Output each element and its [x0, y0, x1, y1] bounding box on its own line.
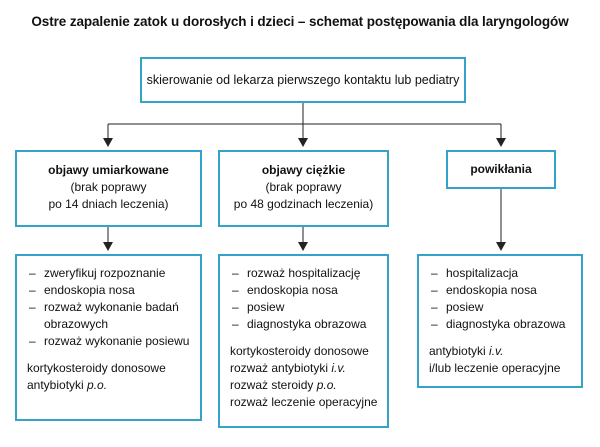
moderate-actions-box: [15, 254, 202, 421]
list-item: – diagnostyka obrazowa: [230, 316, 377, 333]
diagram-title: Ostre zapalenie zatok u dorosłych i dzieci – schemat postępowania dla laryngologów: [31, 14, 569, 29]
list-item: – endoskopia nosa: [429, 282, 571, 299]
complications-box: [446, 150, 556, 189]
list-item: – endoskopia nosa: [230, 282, 377, 299]
treatment-line: i/lub leczenie operacyjne: [429, 361, 561, 375]
treatment-line: rozważ antybiotyki i.v.: [230, 361, 346, 375]
treatment-line: rozważ steroidy p.o.: [230, 378, 337, 392]
severe-symptoms-box: [218, 150, 389, 227]
treatment-line: kortykosteroidy donosowe: [230, 344, 369, 358]
severe-actions-box: [218, 254, 389, 428]
treatment-line: antybiotyki i.v.: [429, 344, 504, 358]
moderate-actions-list: [27, 265, 190, 350]
moderate-symptoms-sub-2: po 14 dniach leczenia): [48, 197, 169, 211]
list-item: – posiew: [230, 299, 377, 316]
moderate-symptoms-box: [15, 150, 202, 227]
treatment-line: rozważ leczenie operacyjne: [230, 395, 378, 409]
referral-text: skierowanie od lekarza pierwszego kontaktu lub pediatry: [146, 72, 460, 87]
complications-actions-box: [417, 254, 583, 388]
list-item: – rozważ wykonanie posiewu: [27, 333, 190, 350]
severe-symptoms-sub-2: po 48 godzinach leczenia): [233, 197, 374, 211]
severe-symptoms-sub-1: (brak poprawy: [265, 180, 342, 194]
severe-actions-list: [230, 265, 377, 333]
moderate-treatment: [27, 360, 190, 394]
list-item: – endoskopia nosa: [27, 282, 190, 299]
complications-actions-list: [429, 265, 571, 333]
moderate-symptoms-sub-1: (brak poprawy: [70, 180, 147, 194]
list-item: – zweryfikuj rozpoznanie: [27, 265, 190, 282]
referral-box: [140, 57, 466, 103]
list-item: – rozważ wykonanie badań obrazowych: [27, 299, 190, 333]
treatment-line: kortykosteroidy donosowe: [27, 361, 166, 375]
list-item: – hospitalizacja: [429, 265, 571, 282]
severe-treatment: [230, 343, 377, 411]
list-item: – diagnostyka obrazowa: [429, 316, 571, 333]
complications-heading: powikłania: [470, 162, 532, 176]
treatment-line: antybiotyki p.o.: [27, 378, 108, 392]
list-item: – posiew: [429, 299, 571, 316]
severe-symptoms-heading: objawy ciężkie: [261, 163, 346, 177]
list-item: – rozważ hospitalizację: [230, 265, 377, 282]
complications-treatment: [429, 343, 571, 377]
moderate-symptoms-heading: objawy umiarkowane: [48, 163, 169, 177]
